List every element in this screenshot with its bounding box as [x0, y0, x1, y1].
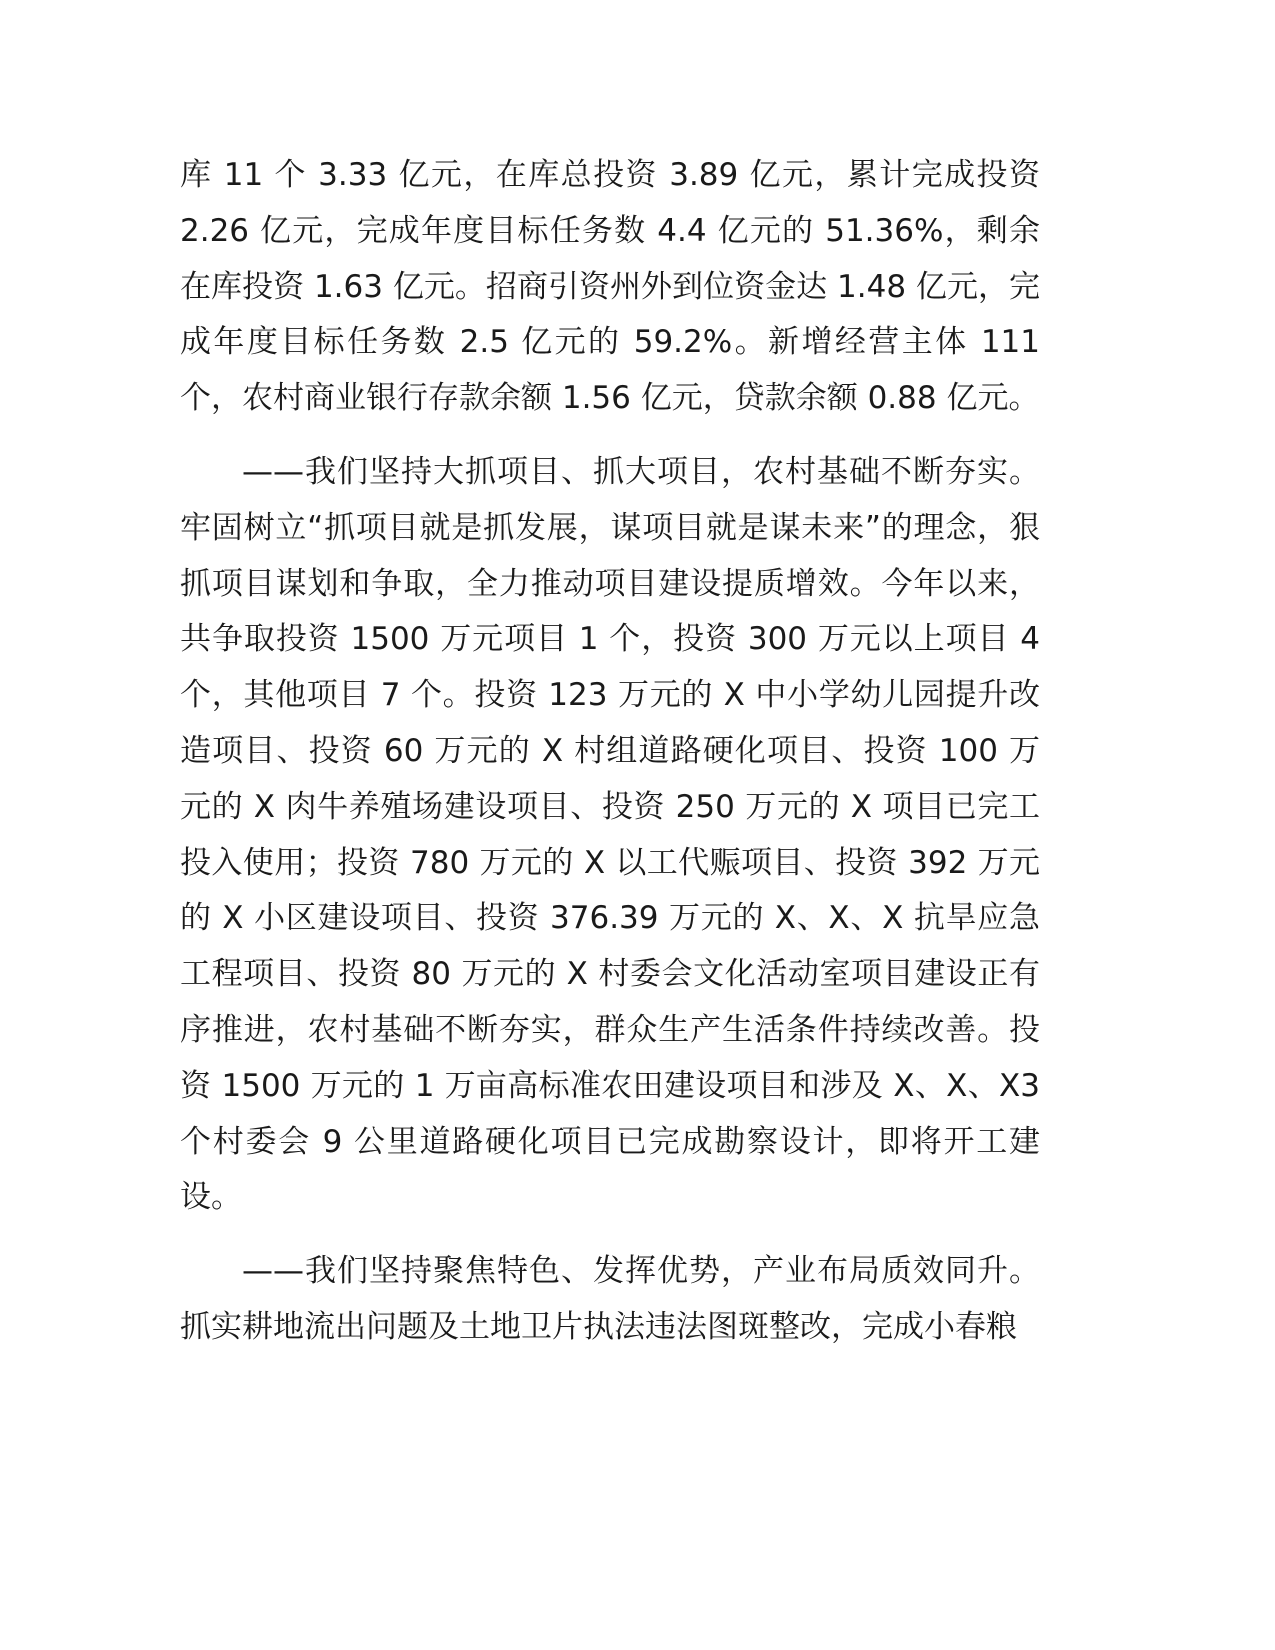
- paragraph-investment-summary: 库 11 个 3.33 亿元，在库总投资 3.89 亿元，累计完成投资 2.26 亿元，完成年度目标任务数 4.4 亿元的 51.36%，剩余在库投资 1.63 亿元。招商引资州外到位资金达 1.48 亿元，完成年度目标任务数 2.5 亿元的 59.2%。新增经营主体 111 个，农村商业银行存款余额 1.56 亿元，贷款余额 0.88 亿元。: [180, 157, 1040, 417]
- paragraph-spacer: [180, 1226, 1040, 1244]
- document-body: [180, 148, 1040, 1356]
- paragraph-project-construction: ——我们坚持大抓项目、抓大项目，农村基础不断夯实。牢固树立“抓项目就是抓发展，谋项目就是谋未来”的理念，狠抓项目谋划和争取，全力推动项目建设提质增效。今年以来，共争取投资 1500 万元项目 1 个，投资 300 万元以上项目 4 个，其他项目 7 个。投资 123 万元的 X 中小学幼儿园提升改造项目、投资 60 万元的 X 村组道路硬化项目、投资 100 万元的 X 肉牛养殖场建设项目、投资 250 万元的 X 项目已完工投入使用；投资 780 万元的 X 以工代赈项目、投资 392 万元的 X 小区建设项目、投资 376.39 万元的 X、X、X 抗旱应急工程项目、投资 80 万元的 X 村委会文化活动室项目建设正有序推进，农村基础不断夯实，群众生产生活条件持续改善。投资 1500 万元的 1 万亩高标准农田建设项目和涉及 X、X、X3 个村委会 9 公里道路硬化项目已完成勘察设计，即将开工建设。: [180, 453, 1040, 1216]
- paragraph-industry-layout: ——我们坚持聚焦特色、发挥优势，产业布局质效同升。抓实耕地流出问题及土地卫片执法违法图斑整改，完成小春粮: [180, 1253, 1040, 1345]
- paragraph-spacer: [180, 427, 1040, 445]
